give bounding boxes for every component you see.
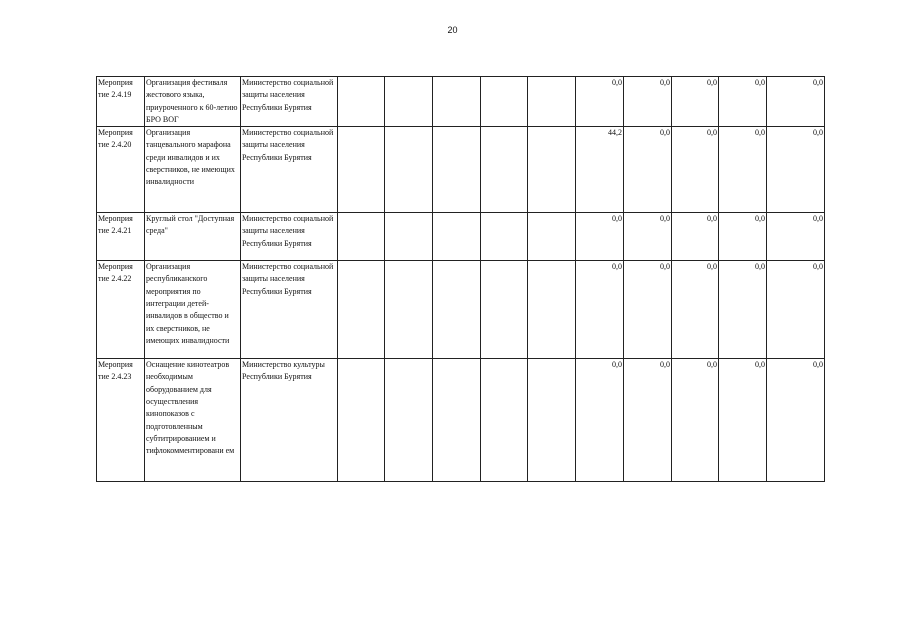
- value-cell: 0,0: [624, 213, 672, 261]
- value-cell: 0,0: [624, 261, 672, 359]
- activity-code-cell: Мероприя тие 2.4.21: [97, 213, 145, 261]
- value-cell: 0,0: [767, 261, 825, 359]
- value-cell: 0,0: [719, 77, 767, 127]
- empty-cell: [385, 213, 433, 261]
- value-cell: 0,0: [624, 359, 672, 482]
- executor-cell: Министерство культуры Республики Бурятия: [241, 359, 338, 482]
- table-row: [97, 359, 825, 482]
- empty-cell: [528, 213, 576, 261]
- empty-cell: [528, 359, 576, 482]
- empty-cell: [385, 359, 433, 482]
- empty-cell: [481, 127, 528, 213]
- table-row: [97, 77, 825, 127]
- empty-cell: [338, 261, 385, 359]
- empty-cell: [338, 213, 385, 261]
- activity-name-cell: Организация республиканского мероприятия по интеграции детей-инвалидов в общество и их сверстников, не имеющих инвалидности: [145, 261, 241, 359]
- empty-cell: [433, 261, 481, 359]
- value-cell: 0,0: [719, 261, 767, 359]
- empty-cell: [528, 127, 576, 213]
- empty-cell: [338, 359, 385, 482]
- value-cell: 0,0: [719, 359, 767, 482]
- activity-code-cell: Мероприя тие 2.4.20: [97, 127, 145, 213]
- empty-cell: [528, 261, 576, 359]
- activity-name-cell: Организация фестиваля жестового языка, приуроченного к 60-летию БРО ВОГ: [145, 77, 241, 127]
- value-cell: 44,2: [576, 127, 624, 213]
- value-cell: 0,0: [767, 359, 825, 482]
- table-row: [97, 127, 825, 213]
- empty-cell: [385, 77, 433, 127]
- empty-cell: [481, 359, 528, 482]
- value-cell: 0,0: [672, 359, 719, 482]
- executor-cell: Министерство социальной защиты населения Республики Бурятия: [241, 77, 338, 127]
- activity-code-cell: Мероприя тие 2.4.22: [97, 261, 145, 359]
- page-number: 20: [447, 25, 458, 35]
- value-cell: 0,0: [624, 77, 672, 127]
- table-row: [97, 261, 825, 359]
- empty-cell: [481, 261, 528, 359]
- executor-cell: Министерство социальной защиты населения Республики Бурятия: [241, 213, 338, 261]
- value-cell: 0,0: [672, 213, 719, 261]
- empty-cell: [338, 77, 385, 127]
- value-cell: 0,0: [576, 261, 624, 359]
- activity-name-cell: Оснащение кинотеатров необходимым оборудованием для осуществления кинопоказов с подготовленным субтитрированием и тифлокомментировани ем: [145, 359, 241, 482]
- activity-code-cell: Мероприя тие 2.4.23: [97, 359, 145, 482]
- value-cell: 0,0: [719, 127, 767, 213]
- empty-cell: [481, 213, 528, 261]
- value-cell: 0,0: [624, 127, 672, 213]
- executor-cell: Министерство социальной защиты населения Республики Бурятия: [241, 127, 338, 213]
- value-cell: 0,0: [672, 77, 719, 127]
- empty-cell: [481, 77, 528, 127]
- value-cell: 0,0: [767, 213, 825, 261]
- empty-cell: [433, 77, 481, 127]
- activity-name-cell: Организация танцевального марафона среди инвалидов и их сверстников, не имеющих инвалидности: [145, 127, 241, 213]
- activity-code-cell: Мероприя тие 2.4.19: [97, 77, 145, 127]
- value-cell: 0,0: [576, 359, 624, 482]
- empty-cell: [528, 77, 576, 127]
- empty-cell: [385, 127, 433, 213]
- executor-cell: Министерство социальной защиты населения Республики Бурятия: [241, 261, 338, 359]
- empty-cell: [433, 213, 481, 261]
- value-cell: 0,0: [672, 127, 719, 213]
- empty-cell: [433, 127, 481, 213]
- value-cell: 0,0: [576, 77, 624, 127]
- value-cell: 0,0: [767, 127, 825, 213]
- activity-name-cell: Круглый стол "Доступная среда": [145, 213, 241, 261]
- value-cell: 0,0: [767, 77, 825, 127]
- empty-cell: [385, 261, 433, 359]
- value-cell: 0,0: [576, 213, 624, 261]
- table-row: [97, 213, 825, 261]
- empty-cell: [433, 359, 481, 482]
- value-cell: 0,0: [719, 213, 767, 261]
- value-cell: 0,0: [672, 261, 719, 359]
- activities-table: [96, 76, 825, 482]
- empty-cell: [338, 127, 385, 213]
